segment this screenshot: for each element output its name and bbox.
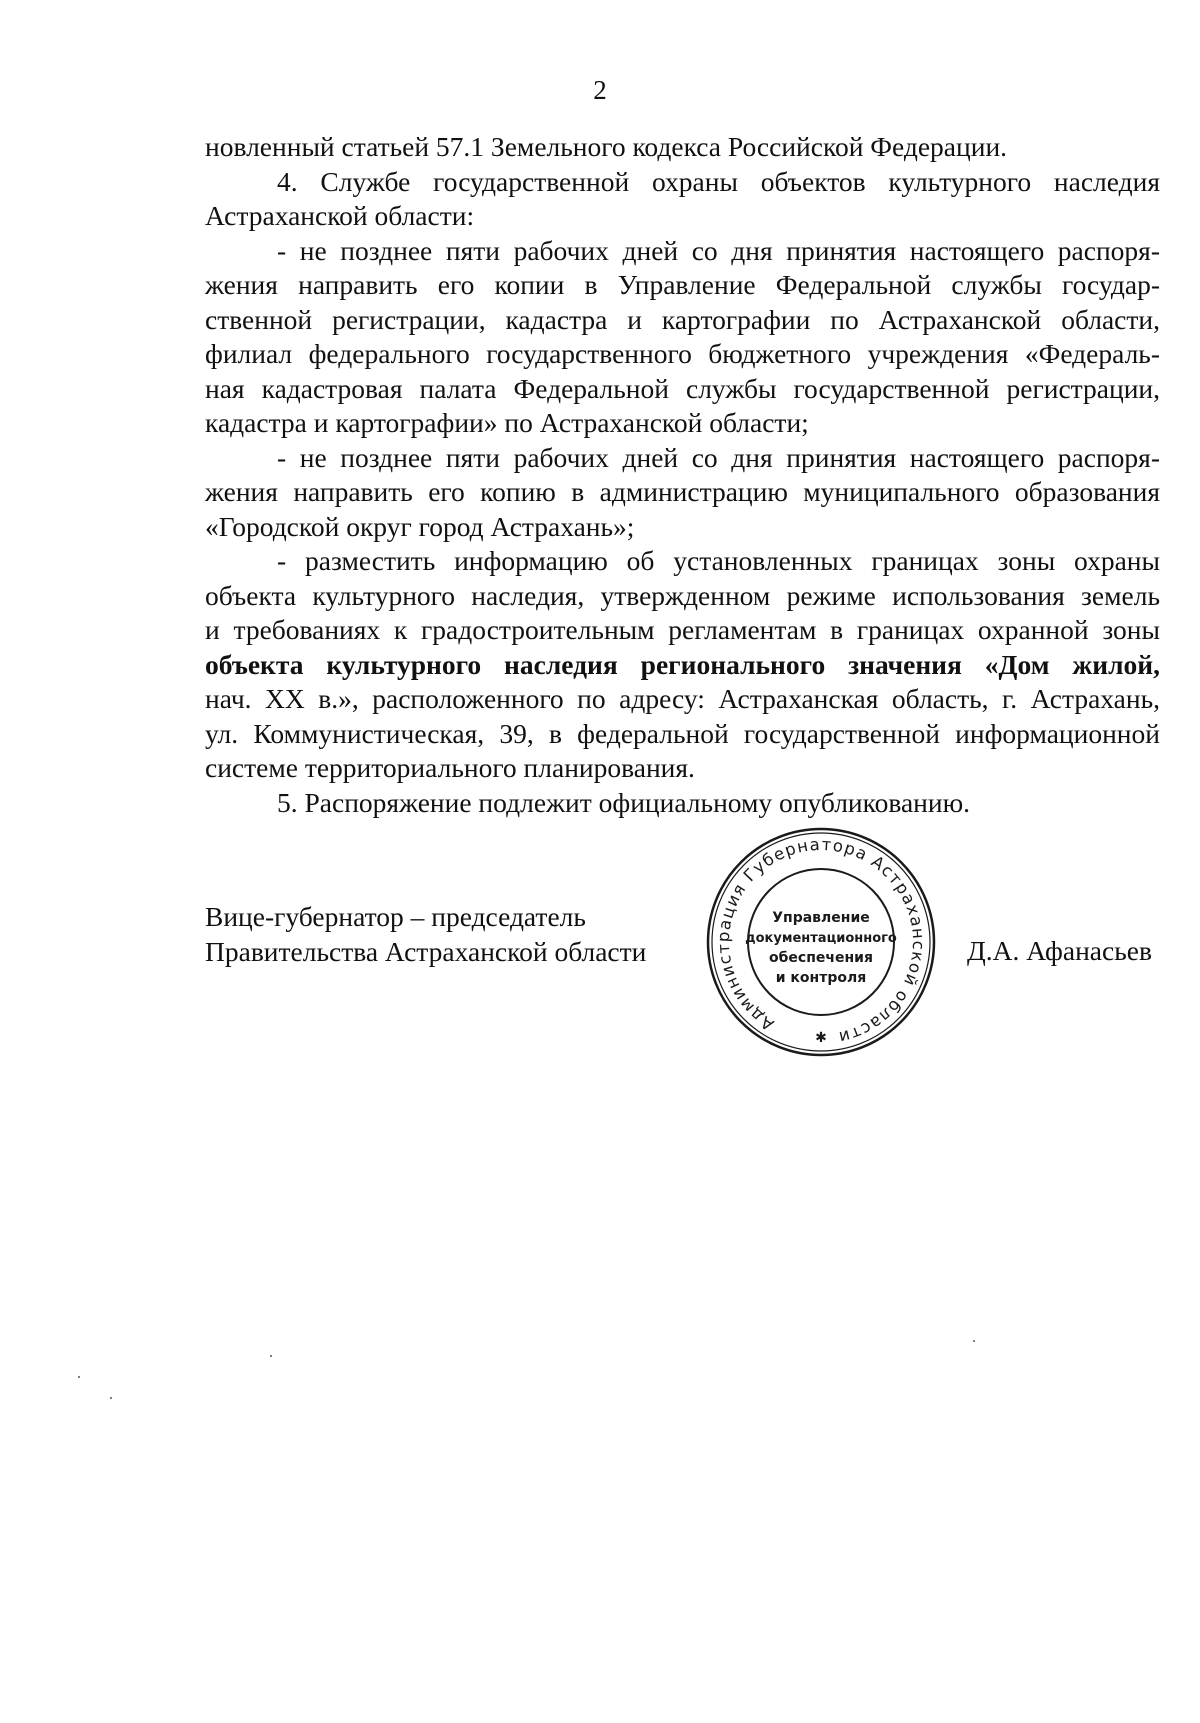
page-number: 2 [593, 75, 607, 105]
seal-center-line: Управление [772, 910, 870, 926]
seal-star: ✱ [815, 1030, 827, 1046]
text-line: кадастра и картографии» по Астраханской области; [205, 407, 809, 438]
signatory-name: Д.А. Афанасьев [967, 935, 1152, 966]
signatory-position [205, 899, 646, 969]
text-line: - разместить информацию об установленных границах зоны охраны [277, 545, 1160, 576]
seal-center-line: и контроля [775, 970, 867, 986]
text-line: филиал федерального государственного бюджетного учреждения «Федераль- [205, 338, 1160, 369]
official-seal [705, 826, 937, 1058]
text-line: «Городской округ город Астрахань»; [205, 510, 635, 542]
text-line: и требованиях к градостроительным регламентам в границах охранной зоны [205, 614, 1160, 645]
text-line: нач. XX в.», расположенного по адресу: Астраханская область, г. Астрахань, [205, 683, 1160, 714]
text-line: объекта культурного наследия, утвержденном режиме использования земель [205, 579, 1160, 611]
signatory-position-line: Правительства Астраханской области [205, 936, 647, 967]
text-line: 5. Распоряжение подлежит официальному опубликованию. [277, 786, 971, 818]
text-line: ул. Коммунистическая, 39, в федеральной государственной информационной [205, 717, 1160, 749]
scan-speck [973, 1340, 975, 1342]
text-line: жения направить его копии в Управление Федеральной службы государ- [205, 269, 1160, 300]
text-line: - не позднее пяти рабочих дней со дня принятия настоящего распоря- [277, 234, 1160, 266]
seal-outer-text: Администрация Губернатора Астраханской области [713, 834, 929, 1048]
scan-speck [78, 1376, 80, 1378]
seal-center-line: документационного [745, 931, 897, 946]
text-line: ственной регистрации, кадастра и картографии по Астраханской области, [205, 303, 1160, 335]
text-line: жения направить его копию в администрацию муниципального образования [205, 476, 1160, 507]
text-line: 4. Службе государственной охраны объектов культурного наследия [277, 165, 1160, 197]
text-line: Астраханской области: [205, 200, 475, 231]
scan-speck [270, 1355, 272, 1357]
text-line: ная кадастровая палата Федеральной службы государственной регистрации, [205, 372, 1160, 404]
scan-speck [110, 1397, 112, 1399]
document-body [205, 130, 1160, 820]
seal-center-line: обеспечения [769, 950, 873, 966]
seal-graphic [705, 826, 937, 1058]
text-line: системе территориального планирования. [205, 752, 695, 783]
text-line: объекта культурного наследия регионального значения «Дом жилой, [205, 648, 1160, 680]
signatory-position-line: Вице-губернатор – председатель [205, 901, 586, 932]
text-line: новленный статьей 57.1 Земельного кодекса Российской Федерации. [205, 131, 1008, 162]
text-line: - не позднее пяти рабочих дней со дня принятия настоящего распоря- [277, 441, 1160, 473]
